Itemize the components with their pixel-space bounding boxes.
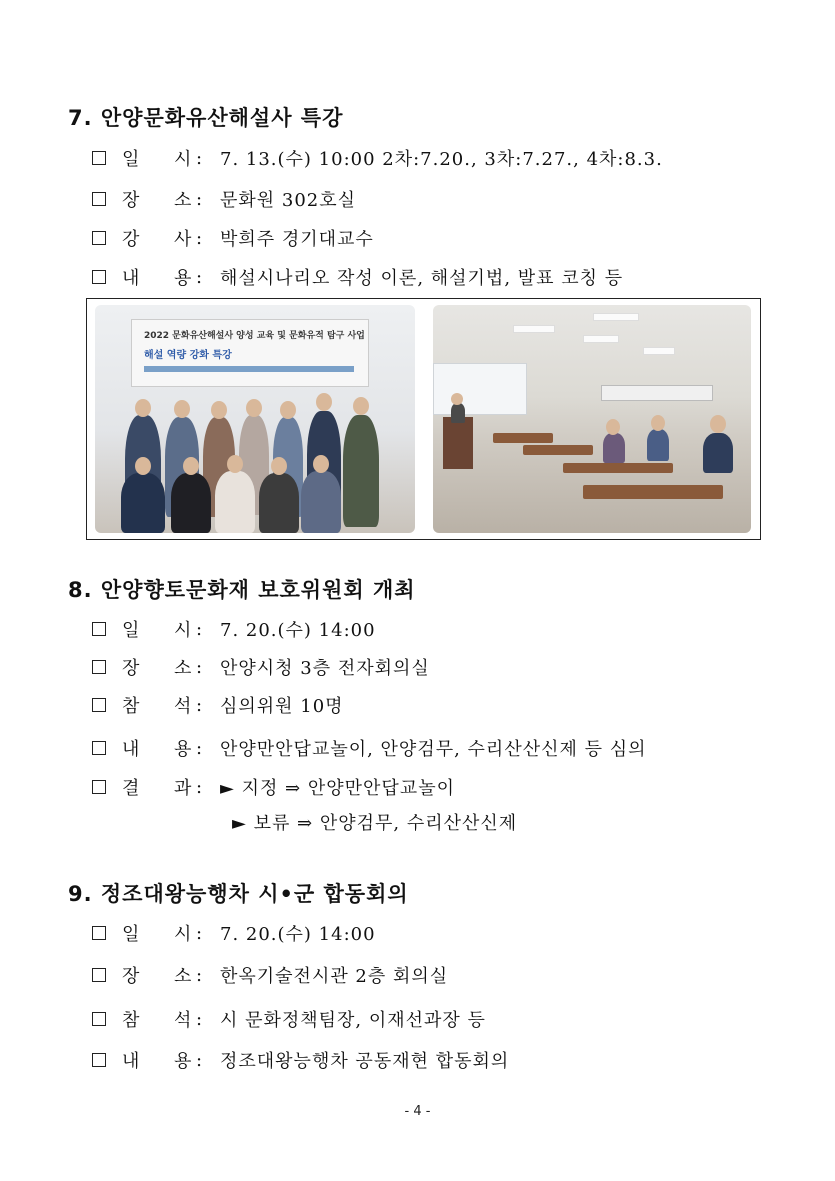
label-char: 참 — [122, 1010, 140, 1031]
label-char: 과 — [174, 778, 192, 799]
person-head — [135, 399, 151, 417]
label-char: 강 — [122, 229, 140, 250]
section-9-item-content — [92, 1047, 509, 1073]
label-char: 용 — [174, 739, 192, 760]
photo-frame — [86, 298, 761, 540]
label-char: 내 — [122, 739, 140, 760]
colon: : — [196, 1008, 204, 1030]
person-figure — [647, 429, 669, 461]
item-value: 안양만안답교놀이, 안양검무, 수리산산신제 등 심의 — [220, 739, 647, 760]
person-head — [246, 399, 262, 417]
section-9-item-attendees — [92, 1006, 486, 1032]
label-char: 용 — [174, 1051, 192, 1072]
section-7-title: 7. 안양문화유산해설사 특강 — [68, 106, 344, 130]
checkbox-icon — [92, 660, 106, 674]
banner-line-2: 해설 역량 강화 특강 — [144, 350, 232, 361]
section-8-title: 8. 안양향토문화재 보호위원회 개최 — [68, 578, 416, 602]
desk — [563, 463, 673, 473]
section-8-item-place — [92, 654, 430, 680]
person-figure — [171, 473, 211, 533]
colon: : — [196, 922, 204, 944]
colon: : — [196, 776, 204, 798]
label-char: 일 — [122, 620, 140, 641]
checkbox-icon — [92, 231, 106, 245]
person-head — [174, 400, 190, 418]
person-head — [451, 393, 463, 405]
checkbox-icon — [92, 926, 106, 940]
section-7-item-place — [92, 186, 356, 212]
label-char: 소 — [174, 658, 192, 679]
person-figure — [451, 403, 465, 423]
person-figure — [259, 473, 299, 533]
lecture-banner — [131, 319, 369, 387]
person-head — [606, 419, 620, 435]
person-head — [280, 401, 296, 419]
checkbox-icon — [92, 741, 106, 755]
ceiling-lamp — [643, 347, 675, 355]
item-value: 박희주 경기대교수 — [220, 229, 374, 250]
colon: : — [196, 147, 204, 169]
desk — [583, 485, 723, 499]
desk — [523, 445, 593, 455]
item-value: 문화원 302호실 — [220, 190, 357, 211]
person-head — [211, 401, 227, 419]
person-head — [313, 455, 329, 473]
banner — [601, 385, 713, 401]
checkbox-icon — [92, 151, 106, 165]
colon: : — [196, 188, 204, 210]
section-9-title: 9. 정조대왕능행차 시•군 합동회의 — [68, 882, 409, 906]
checkbox-icon — [92, 622, 106, 636]
section-8-item-date — [92, 616, 376, 642]
checkbox-icon — [92, 1012, 106, 1026]
section-7-item-content — [92, 264, 623, 290]
label-char: 결 — [122, 778, 140, 799]
item-value: 7. 20.(수) 14:00 — [220, 620, 376, 641]
colon: : — [196, 964, 204, 986]
colon: : — [196, 737, 204, 759]
page-number: - 4 - — [404, 1104, 431, 1119]
item-value: 심의위원 10명 — [220, 696, 344, 717]
checkbox-icon — [92, 698, 106, 712]
label-char: 시 — [174, 924, 192, 945]
group-photo — [95, 305, 415, 533]
person-head — [271, 457, 287, 475]
section-8-item-content — [92, 735, 646, 761]
checkbox-icon — [92, 270, 106, 284]
person-head — [710, 415, 726, 433]
person-head — [316, 393, 332, 411]
colon: : — [196, 227, 204, 249]
person-figure — [343, 415, 379, 527]
person-figure — [703, 433, 733, 473]
label-char: 참 — [122, 696, 140, 717]
classroom-photo — [433, 305, 751, 533]
banner-strip — [144, 366, 354, 372]
item-value: 시 문화정책팀장, 이재선과장 등 — [220, 1010, 486, 1031]
label-char: 내 — [122, 268, 140, 289]
label-char: 사 — [174, 229, 192, 250]
label-char: 장 — [122, 966, 140, 987]
window — [433, 363, 527, 415]
checkbox-icon — [92, 192, 106, 206]
checkbox-icon — [92, 1053, 106, 1067]
colon: : — [196, 618, 204, 640]
section-8-result-extra: ► 보류 ⇒ 안양검무, 수리산산신제 — [232, 813, 518, 834]
checkbox-icon — [92, 780, 106, 794]
colon: : — [196, 656, 204, 678]
item-value: 정조대왕능행차 공동재현 합동회의 — [220, 1051, 510, 1072]
ceiling-lamp — [593, 313, 639, 321]
person-head — [651, 415, 665, 431]
section-9-item-date — [92, 920, 376, 946]
label-char: 시 — [174, 149, 192, 170]
label-char: 석 — [174, 696, 192, 717]
label-char: 용 — [174, 268, 192, 289]
section-9-item-place — [92, 962, 448, 988]
section-8-item-attendees — [92, 692, 344, 718]
label-char: 시 — [174, 620, 192, 641]
banner-line-1: 2022 문화유산해설사 양성 교육 및 문화유적 탐구 사업 — [144, 331, 365, 341]
person-figure — [215, 471, 255, 533]
item-value: 한옥기술전시관 2층 회의실 — [220, 966, 449, 987]
label-char: 소 — [174, 190, 192, 211]
item-value: 7. 13.(수) 10:00 2차:7.20., 3차:7.27., 4차:8.3. — [220, 149, 663, 170]
label-char: 내 — [122, 1051, 140, 1072]
podium — [443, 417, 473, 469]
section-8-item-result — [92, 774, 455, 800]
person-head — [227, 455, 243, 473]
section-7-item-lecturer — [92, 225, 374, 251]
colon: : — [196, 1049, 204, 1071]
colon: : — [196, 694, 204, 716]
label-char: 일 — [122, 924, 140, 945]
checkbox-icon — [92, 968, 106, 982]
item-value: ► 지정 ⇒ 안양만안답교놀이 — [220, 778, 455, 799]
person-figure — [603, 433, 625, 463]
ceiling-lamp — [583, 335, 619, 343]
item-value: 안양시청 3층 전자회의실 — [220, 658, 430, 679]
person-figure — [121, 473, 165, 533]
label-char: 일 — [122, 149, 140, 170]
ceiling-lamp — [513, 325, 555, 333]
label-char: 소 — [174, 966, 192, 987]
item-value: 7. 20.(수) 14:00 — [220, 924, 376, 945]
desk — [493, 433, 553, 443]
person-head — [135, 457, 151, 475]
colon: : — [196, 266, 204, 288]
person-head — [183, 457, 199, 475]
item-value: 해설시나리오 작성 이론, 해설기법, 발표 코칭 등 — [220, 268, 624, 289]
label-char: 장 — [122, 190, 140, 211]
person-head — [353, 397, 369, 415]
section-7-item-date — [92, 145, 663, 171]
person-figure — [301, 471, 341, 533]
label-char: 석 — [174, 1010, 192, 1031]
label-char: 장 — [122, 658, 140, 679]
